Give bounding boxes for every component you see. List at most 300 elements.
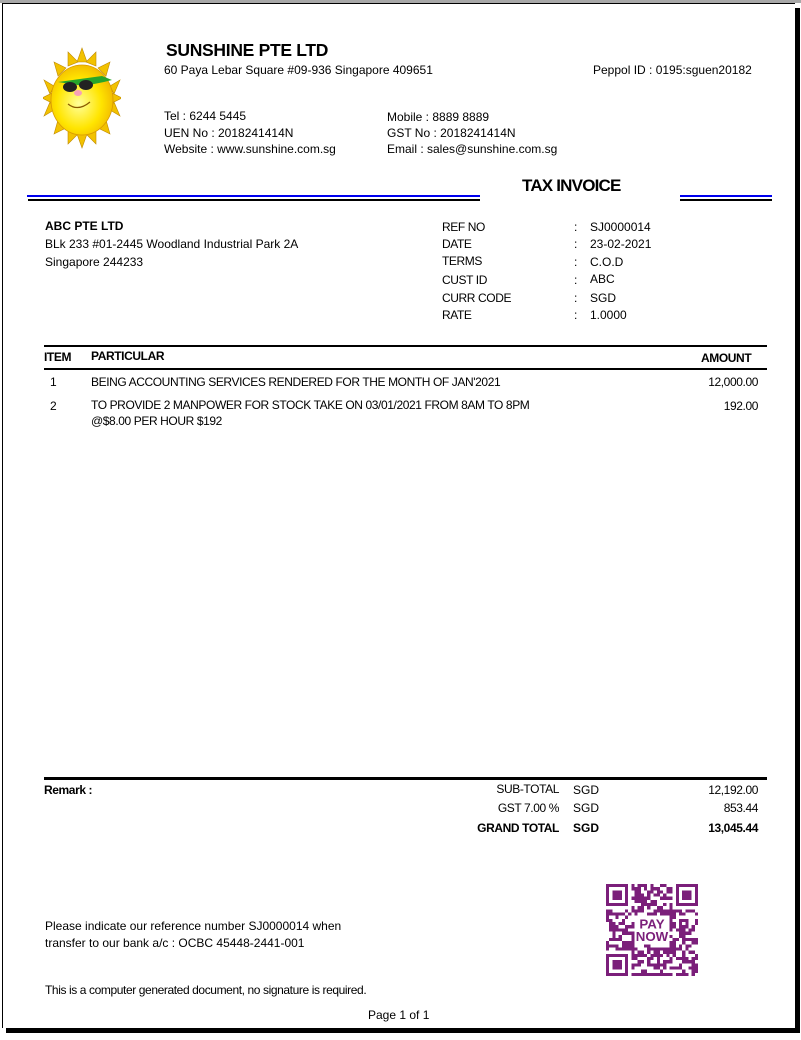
qr-module bbox=[644, 970, 647, 973]
qr-module bbox=[673, 922, 676, 925]
qr-module bbox=[631, 951, 634, 954]
qr-module bbox=[673, 966, 676, 969]
qr-module bbox=[673, 941, 676, 944]
qr-module bbox=[676, 973, 679, 976]
qr-module bbox=[669, 960, 672, 963]
qr-module bbox=[638, 963, 641, 966]
qr-module bbox=[666, 973, 669, 976]
qr-module bbox=[638, 897, 641, 900]
qr-module bbox=[695, 938, 698, 941]
qr-module bbox=[638, 890, 641, 893]
qr-module bbox=[676, 909, 679, 912]
qr-paynow-label-bottom: NOW bbox=[635, 929, 669, 945]
qr-module bbox=[682, 954, 685, 957]
qr-module bbox=[688, 932, 691, 935]
qr-module bbox=[669, 935, 672, 938]
gst-value: 853.44 bbox=[723, 801, 758, 815]
qr-module bbox=[666, 951, 669, 954]
qr-module bbox=[647, 913, 650, 916]
qr-module bbox=[673, 944, 676, 947]
qr-module bbox=[619, 922, 622, 925]
company-mobile: Mobile : 8889 8889 bbox=[387, 110, 490, 124]
qr-module bbox=[676, 947, 679, 950]
meta-label-terms: TERMS bbox=[442, 254, 483, 268]
qr-module bbox=[669, 941, 672, 944]
qr-module bbox=[631, 954, 634, 957]
qr-module bbox=[638, 909, 641, 912]
company-name: SUNSHINE PTE LTD bbox=[166, 40, 329, 60]
qr-module bbox=[635, 900, 638, 903]
disclaimer: This is a computer generated document, no signature is required. bbox=[45, 983, 367, 997]
qr-module bbox=[685, 938, 688, 941]
header-particular: PARTICULAR bbox=[91, 349, 165, 363]
qr-module bbox=[638, 906, 641, 909]
qr-module bbox=[692, 925, 695, 928]
qr-paynow-label-top: PAY bbox=[639, 916, 665, 932]
meta-sep: : bbox=[574, 273, 578, 287]
company-address: 60 Paya Lebar Square #09-936 Singapore 409651 bbox=[164, 63, 433, 77]
meta-label-date: DATE bbox=[442, 237, 472, 251]
qr-module bbox=[669, 925, 672, 928]
totals-top-rule bbox=[44, 777, 767, 780]
qr-module bbox=[631, 963, 634, 966]
qr-module bbox=[654, 951, 657, 954]
qr-module bbox=[657, 947, 660, 950]
qr-module bbox=[622, 947, 625, 950]
qr-module bbox=[695, 954, 698, 957]
qr-module bbox=[606, 916, 609, 919]
qr-module bbox=[641, 909, 644, 912]
row-particular: BEING ACCOUNTING SERVICES RENDERED FOR THE MONTH OF JAN'2021 bbox=[91, 375, 501, 389]
qr-module bbox=[676, 957, 679, 960]
qr-module bbox=[685, 944, 688, 947]
qr-module bbox=[638, 900, 641, 903]
qr-module bbox=[692, 973, 695, 976]
title-rule-right-black bbox=[680, 199, 772, 201]
qr-module bbox=[606, 909, 609, 912]
gst-label: GST 7.00 % bbox=[497, 801, 559, 815]
qr-module bbox=[666, 887, 669, 890]
qr-module bbox=[679, 935, 682, 938]
qr-module bbox=[695, 941, 698, 944]
qr-module bbox=[669, 903, 672, 906]
qr-module bbox=[666, 897, 669, 900]
qr-module bbox=[616, 913, 619, 916]
qr-module bbox=[657, 966, 660, 969]
qr-module bbox=[688, 909, 691, 912]
qr-module bbox=[676, 966, 679, 969]
qr-module bbox=[631, 935, 634, 938]
qr-module bbox=[682, 932, 685, 935]
qr-module bbox=[638, 954, 641, 957]
company-tel: Tel : 6244 5445 bbox=[164, 109, 247, 123]
qr-module bbox=[663, 960, 666, 963]
qr-module bbox=[625, 944, 628, 947]
qr-module bbox=[685, 919, 688, 922]
qr-module bbox=[635, 894, 638, 897]
qr-module bbox=[657, 894, 660, 897]
meta-value-curr-code: SGD bbox=[590, 291, 617, 305]
qr-module bbox=[647, 903, 650, 906]
qr-module bbox=[682, 925, 685, 928]
qr-module bbox=[641, 970, 644, 973]
qr-module bbox=[647, 944, 650, 947]
qr-module bbox=[663, 884, 666, 887]
qr-module bbox=[685, 909, 688, 912]
qr-module bbox=[612, 925, 615, 928]
document-title: TAX INVOICE bbox=[522, 176, 621, 195]
qr-module bbox=[654, 966, 657, 969]
qr-module bbox=[688, 951, 691, 954]
subtotal-currency: SGD bbox=[573, 783, 600, 797]
qr-module bbox=[650, 884, 653, 887]
qr-module bbox=[669, 919, 672, 922]
qr-module bbox=[695, 913, 698, 916]
qr-module bbox=[609, 925, 612, 928]
qr-module bbox=[635, 947, 638, 950]
qr-module bbox=[692, 951, 695, 954]
customer-name: ABC PTE LTD bbox=[45, 219, 124, 233]
qr-module bbox=[647, 951, 650, 954]
qr-module bbox=[638, 973, 641, 976]
qr-module bbox=[647, 947, 650, 950]
qr-module bbox=[682, 913, 685, 916]
qr-module bbox=[666, 913, 669, 916]
qr-module bbox=[663, 903, 666, 906]
qr-module bbox=[644, 954, 647, 957]
qr-module bbox=[650, 947, 653, 950]
qr-module bbox=[682, 957, 685, 960]
qr-module bbox=[663, 913, 666, 916]
qr-module bbox=[695, 963, 698, 966]
qr-module bbox=[688, 944, 691, 947]
qr-module bbox=[673, 913, 676, 916]
qr-module bbox=[657, 973, 660, 976]
meta-sep: : bbox=[574, 255, 578, 269]
qr-module bbox=[650, 963, 653, 966]
qr-module bbox=[682, 928, 685, 931]
qr-module bbox=[676, 928, 679, 931]
page-number: Page 1 of 1 bbox=[368, 1008, 430, 1022]
invoice-page bbox=[2, 3, 795, 1028]
meta-label-curr-code: CURR CODE bbox=[442, 291, 512, 305]
qr-module bbox=[647, 906, 650, 909]
qr-module bbox=[669, 957, 672, 960]
qr-module bbox=[692, 963, 695, 966]
qr-module bbox=[660, 954, 663, 957]
qr-module bbox=[641, 884, 644, 887]
qr-module bbox=[631, 909, 634, 912]
qr-module bbox=[644, 903, 647, 906]
qr-module bbox=[666, 947, 669, 950]
qr-module bbox=[666, 909, 669, 912]
qr-module bbox=[612, 935, 615, 938]
qr-module bbox=[635, 913, 638, 916]
qr-module bbox=[616, 928, 619, 931]
qr-module bbox=[657, 951, 660, 954]
qr-module bbox=[631, 922, 634, 925]
qr-module bbox=[657, 909, 660, 912]
qr-module bbox=[616, 938, 619, 941]
qr-module bbox=[660, 884, 663, 887]
qr-module bbox=[654, 963, 657, 966]
qr-finder bbox=[612, 960, 622, 970]
qr-module bbox=[660, 897, 663, 900]
qr-module bbox=[654, 903, 657, 906]
qr-module bbox=[641, 903, 644, 906]
qr-module bbox=[631, 957, 634, 960]
qr-module bbox=[663, 963, 666, 966]
qr-module bbox=[638, 960, 641, 963]
qr-module bbox=[606, 919, 609, 922]
qr-module bbox=[625, 928, 628, 931]
qr-module bbox=[669, 951, 672, 954]
qr-module bbox=[679, 928, 682, 931]
qr-module bbox=[692, 957, 695, 960]
qr-module bbox=[641, 973, 644, 976]
qr-module bbox=[663, 966, 666, 969]
qr-finder bbox=[612, 890, 622, 900]
meta-value-date: 23-02-2021 bbox=[590, 237, 652, 251]
qr-module bbox=[682, 935, 685, 938]
qr-module bbox=[673, 954, 676, 957]
qr-module bbox=[673, 916, 676, 919]
qr-module bbox=[669, 973, 672, 976]
qr-module bbox=[682, 973, 685, 976]
qr-module bbox=[685, 925, 688, 928]
qr-module bbox=[660, 970, 663, 973]
qr-module bbox=[673, 925, 676, 928]
qr-module bbox=[631, 941, 634, 944]
qr-module bbox=[695, 957, 698, 960]
qr-module bbox=[654, 954, 657, 957]
qr-module bbox=[669, 909, 672, 912]
qr-module bbox=[669, 890, 672, 893]
qr-module bbox=[622, 944, 625, 947]
qr-module bbox=[682, 919, 685, 922]
qr-module bbox=[628, 932, 631, 935]
qr-module bbox=[650, 890, 653, 893]
meta-sep: : bbox=[574, 308, 578, 322]
meta-sep: : bbox=[574, 291, 578, 305]
qr-module bbox=[641, 954, 644, 957]
qr-module bbox=[625, 925, 628, 928]
qr-module bbox=[654, 887, 657, 890]
gst-currency: SGD bbox=[573, 801, 600, 815]
qr-module bbox=[644, 884, 647, 887]
qr-module bbox=[628, 925, 631, 928]
qr-module bbox=[663, 897, 666, 900]
qr-module bbox=[631, 947, 634, 950]
qr-module bbox=[631, 897, 634, 900]
customer-address-line1: BLk 233 #01-2445 Woodland Industrial Park 2A bbox=[45, 237, 299, 251]
qr-module bbox=[660, 963, 663, 966]
qr-module bbox=[657, 963, 660, 966]
qr-module bbox=[635, 887, 638, 890]
company-website: Website : www.sunshine.com.sg bbox=[164, 142, 336, 156]
qr-module bbox=[692, 928, 695, 931]
qr-module bbox=[625, 916, 628, 919]
qr-module bbox=[669, 928, 672, 931]
qr-module bbox=[660, 909, 663, 912]
title-rule-right-blue bbox=[680, 195, 772, 197]
qr-module bbox=[641, 906, 644, 909]
title-rule-left-blue bbox=[27, 195, 480, 197]
qr-module bbox=[622, 932, 625, 935]
qr-module bbox=[673, 951, 676, 954]
qr-module bbox=[609, 938, 612, 941]
qr-module bbox=[635, 954, 638, 957]
qr-module bbox=[616, 916, 619, 919]
qr-module bbox=[622, 919, 625, 922]
qr-module bbox=[679, 913, 682, 916]
qr-module bbox=[679, 973, 682, 976]
qr-module bbox=[692, 970, 695, 973]
qr-module bbox=[647, 963, 650, 966]
qr-module bbox=[685, 922, 688, 925]
qr-module bbox=[695, 966, 698, 969]
qr-module bbox=[647, 890, 650, 893]
qr-module bbox=[631, 887, 634, 890]
qr-module bbox=[685, 960, 688, 963]
qr-module bbox=[622, 913, 625, 916]
qr-module bbox=[650, 957, 653, 960]
row-amount: 192.00 bbox=[723, 399, 758, 413]
qr-module bbox=[650, 887, 653, 890]
qr-module bbox=[666, 960, 669, 963]
remark-label: Remark : bbox=[44, 783, 93, 797]
peppol-id: Peppol ID : 0195:sguen20182 bbox=[593, 63, 752, 77]
qr-module bbox=[663, 951, 666, 954]
qr-module bbox=[688, 960, 691, 963]
qr-module bbox=[682, 960, 685, 963]
qr-module bbox=[660, 913, 663, 916]
qr-module bbox=[631, 932, 634, 935]
qr-module bbox=[609, 928, 612, 931]
qr-module bbox=[616, 947, 619, 950]
header-item: ITEM bbox=[44, 350, 72, 364]
qr-module bbox=[692, 938, 695, 941]
meta-value-ref-no: SJ0000014 bbox=[590, 220, 651, 234]
qr-module bbox=[669, 947, 672, 950]
qr-module bbox=[654, 913, 657, 916]
qr-module bbox=[638, 951, 641, 954]
qr-module bbox=[622, 928, 625, 931]
qr-module bbox=[609, 919, 612, 922]
meta-value-cust-id: ABC bbox=[590, 272, 615, 286]
qr-module bbox=[682, 938, 685, 941]
qr-module bbox=[612, 932, 615, 935]
qr-module bbox=[635, 890, 638, 893]
qr-module bbox=[650, 903, 653, 906]
qr-module bbox=[692, 941, 695, 944]
qr-module bbox=[657, 957, 660, 960]
qr-module bbox=[606, 941, 609, 944]
subtotal-value: 12,192.00 bbox=[708, 783, 758, 797]
qr-module bbox=[682, 951, 685, 954]
meta-label-ref-no: REF NO bbox=[442, 220, 485, 234]
qr-module bbox=[628, 944, 631, 947]
row-item-number: 1 bbox=[50, 375, 57, 389]
qr-module bbox=[628, 913, 631, 916]
qr-module bbox=[673, 938, 676, 941]
qr-module bbox=[692, 960, 695, 963]
qr-module bbox=[695, 919, 698, 922]
qr-module bbox=[654, 973, 657, 976]
qr-module bbox=[609, 922, 612, 925]
qr-module bbox=[688, 938, 691, 941]
qr-module bbox=[622, 941, 625, 944]
qr-module bbox=[657, 887, 660, 890]
qr-module bbox=[616, 944, 619, 947]
qr-module bbox=[695, 970, 698, 973]
table-top-rule bbox=[44, 345, 767, 347]
qr-module bbox=[631, 925, 634, 928]
qr-module bbox=[638, 887, 641, 890]
row-amount: 12,000.00 bbox=[708, 375, 758, 389]
qr-module bbox=[654, 900, 657, 903]
qr-module bbox=[631, 973, 634, 976]
qr-module bbox=[647, 973, 650, 976]
qr-module bbox=[669, 944, 672, 947]
qr-module bbox=[644, 900, 647, 903]
qr-module bbox=[679, 947, 682, 950]
qr-module bbox=[660, 890, 663, 893]
qr-module bbox=[625, 909, 628, 912]
qr-module bbox=[660, 947, 663, 950]
qr-module bbox=[679, 932, 682, 935]
qr-module bbox=[669, 916, 672, 919]
qr-module bbox=[625, 932, 628, 935]
qr-module bbox=[688, 928, 691, 931]
qr-module bbox=[657, 890, 660, 893]
qr-module bbox=[679, 922, 682, 925]
company-gst: GST No : 2018241414N bbox=[387, 126, 516, 140]
qr-module bbox=[606, 944, 609, 947]
qr-module bbox=[609, 913, 612, 916]
row-particular: TO PROVIDE 2 MANPOWER FOR STOCK TAKE ON 03/01/2021 FROM 8AM TO 8PM bbox=[91, 398, 530, 412]
grand-total-label: GRAND TOTAL bbox=[477, 821, 559, 835]
qr-module bbox=[612, 928, 615, 931]
qr-module bbox=[609, 909, 612, 912]
qr-module bbox=[628, 941, 631, 944]
qr-module bbox=[635, 909, 638, 912]
qr-module bbox=[631, 906, 634, 909]
qr-module bbox=[650, 973, 653, 976]
qr-module bbox=[695, 922, 698, 925]
meta-sep: : bbox=[574, 220, 578, 234]
meta-value-rate: 1.0000 bbox=[590, 308, 627, 322]
payment-instruction-line2: transfer to our bank a/c : OCBC 45448-2441-001 bbox=[45, 936, 305, 950]
qr-module bbox=[669, 887, 672, 890]
qr-module bbox=[650, 900, 653, 903]
qr-module bbox=[609, 944, 612, 947]
row-item-number: 2 bbox=[50, 399, 57, 413]
subtotal-label: SUB-TOTAL bbox=[496, 782, 559, 796]
qr-module bbox=[685, 973, 688, 976]
qr-module bbox=[641, 951, 644, 954]
company-email: Email : sales@sunshine.com.sg bbox=[387, 142, 558, 156]
qr-module bbox=[638, 894, 641, 897]
qr-module bbox=[679, 909, 682, 912]
qr-module bbox=[631, 884, 634, 887]
qr-module bbox=[619, 938, 622, 941]
qr-module bbox=[647, 957, 650, 960]
meta-label-cust-id: CUST ID bbox=[442, 273, 487, 287]
qr-module bbox=[619, 935, 622, 938]
qr-module bbox=[635, 963, 638, 966]
meta-value-terms: C.O.D bbox=[590, 255, 624, 269]
